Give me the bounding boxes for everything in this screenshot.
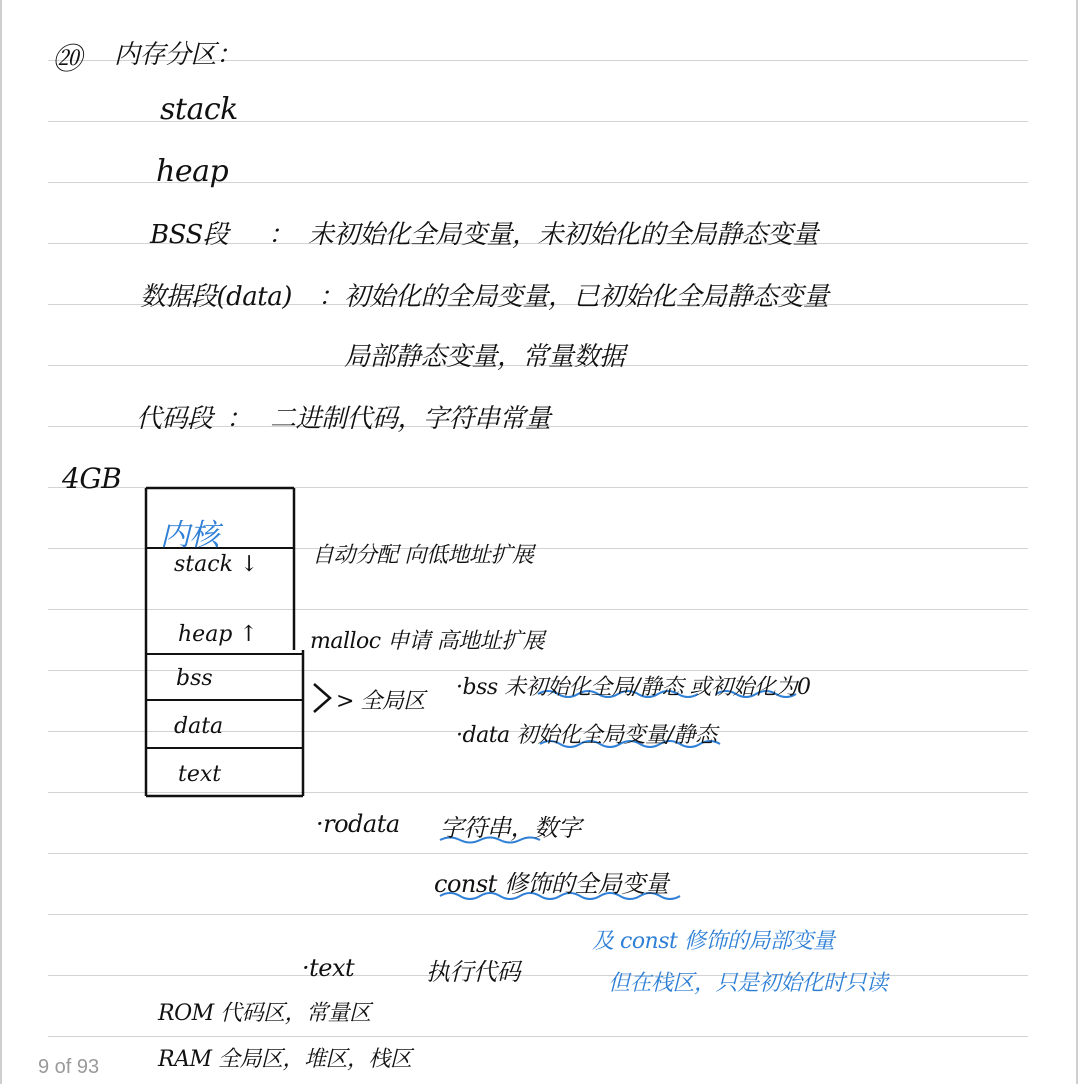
diagram-4gb-label: 4GB <box>62 462 122 495</box>
segment-data-desc: 初始化的全局变量，已初始化全局静态变量 <box>344 282 829 312</box>
rodata-line1: 字符串，数字 <box>440 814 581 842</box>
segment-data-name: 数据段(data) <box>140 282 292 312</box>
diagram-kernel-label: 内核 <box>160 518 219 553</box>
blue-note-line1: 及 const 修饰的局部变量 <box>592 929 835 954</box>
segment-stack: stack <box>160 92 238 127</box>
global-brace-mark <box>314 684 330 712</box>
cell-text: text <box>178 762 222 787</box>
segment-data-colon: ： <box>318 282 344 312</box>
segment-bss-desc: 未初始化全局变量，未初始化的全局静态变量 <box>308 220 819 250</box>
section-title: 内存分区： <box>114 40 242 70</box>
section-marker: ⑳ <box>52 42 82 77</box>
segment-heap: heap <box>156 154 229 189</box>
cell-heap: heap ↑ <box>178 622 258 647</box>
cell-bss: bss <box>176 666 213 691</box>
segment-data-desc-cont: 局部静态变量，常量数据 <box>344 342 625 372</box>
segment-bss-name: BSS段 <box>150 220 229 250</box>
rodata-label: ·rodata <box>316 810 400 838</box>
text-desc: 执行代码 <box>426 958 520 986</box>
blue-note-line2: 但在栈区，只是初始化时只读 <box>608 971 888 996</box>
segment-text-desc: 二进制代码，字符串常量 <box>270 404 551 434</box>
note-heap: malloc 申请 高地址扩展 <box>310 629 545 654</box>
segment-bss-colon: ： <box>268 220 294 250</box>
segment-text-name: 代码段 <box>136 404 213 434</box>
rom-line: ROM 代码区，常量区 <box>158 1001 371 1026</box>
ram-line: RAM 全局区，堆区，栈区 <box>158 1047 412 1072</box>
text-label: ·text <box>302 954 355 982</box>
page-indicator: 9 of 93 <box>38 1056 100 1078</box>
cell-stack: stack ↓ <box>174 552 259 577</box>
rodata-line2: const 修饰的全局变量 <box>434 870 669 898</box>
cell-data: data <box>174 714 224 739</box>
note-data: ·data 初始化全局变量/静态 <box>456 723 717 748</box>
note-stack: 自动分配 向低地址扩展 <box>312 543 534 568</box>
note-global-area: > 全局区 <box>336 689 425 714</box>
segment-text-colon: ： <box>226 404 252 434</box>
note-bss: ·bss 未初始化全局/静态 或初始化为0 <box>456 675 811 700</box>
